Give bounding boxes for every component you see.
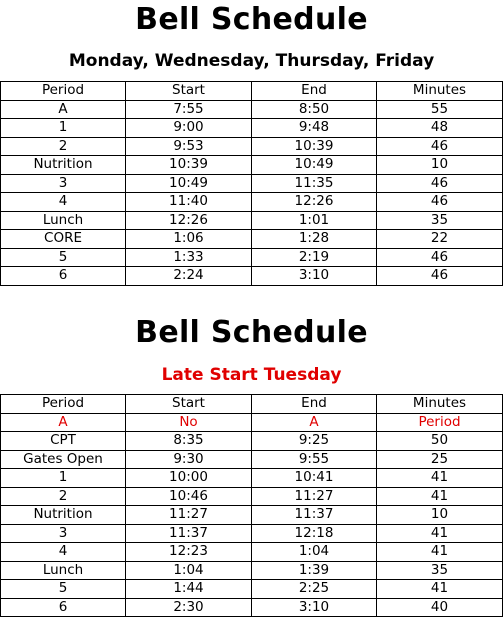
- minutes-cell: 40: [377, 598, 503, 617]
- minutes-cell: 50: [377, 432, 503, 451]
- start-cell: 2:24: [126, 267, 252, 286]
- bell-schedule-table-late-start: [0, 394, 503, 617]
- end-cell: 1:01: [252, 211, 377, 230]
- table-row: [1, 561, 503, 580]
- end-cell: 9:48: [252, 119, 377, 138]
- minutes-cell: 10: [377, 156, 503, 175]
- start-cell: 12:26: [126, 211, 252, 230]
- end-cell: 1:39: [252, 561, 377, 580]
- start-cell: 12:23: [126, 543, 252, 562]
- period-cell: 5: [1, 580, 126, 599]
- end-cell: 3:10: [252, 598, 377, 617]
- schedule-subtitle-regular: Monday, Wednesday, Thursday, Friday: [68, 51, 435, 71]
- start-cell: 10:00: [126, 469, 252, 488]
- period-cell: 6: [1, 598, 126, 617]
- table-row: [1, 174, 503, 193]
- table-row: [1, 267, 503, 286]
- note-cell: Period: [377, 413, 503, 432]
- start-cell: 10:49: [126, 174, 252, 193]
- end-cell: 10:49: [252, 156, 377, 175]
- minutes-cell: 41: [377, 487, 503, 506]
- minutes-cell: 46: [377, 137, 503, 156]
- header-end: End: [252, 82, 377, 101]
- minutes-cell: 46: [377, 267, 503, 286]
- table-row: [1, 469, 503, 488]
- minutes-cell: 46: [377, 174, 503, 193]
- table-row: [1, 230, 503, 249]
- start-cell: 11:37: [126, 524, 252, 543]
- period-cell: 1: [1, 119, 126, 138]
- period-cell: 6: [1, 267, 126, 286]
- period-cell: 2: [1, 487, 126, 506]
- start-cell: 1:33: [126, 248, 252, 267]
- minutes-cell: 41: [377, 580, 503, 599]
- period-cell: 4: [1, 193, 126, 212]
- minutes-cell: 25: [377, 450, 503, 469]
- start-cell: 10:46: [126, 487, 252, 506]
- header-minutes: Minutes: [377, 395, 503, 414]
- end-cell: 2:19: [252, 248, 377, 267]
- table-row: [1, 506, 503, 525]
- minutes-cell: 22: [377, 230, 503, 249]
- header-start: Start: [126, 82, 252, 101]
- table-row: [1, 543, 503, 562]
- period-cell: Nutrition: [1, 156, 126, 175]
- table-row: [1, 119, 503, 138]
- start-cell: 1:44: [126, 580, 252, 599]
- start-cell: 11:27: [126, 506, 252, 525]
- minutes-cell: 48: [377, 119, 503, 138]
- table-row: [1, 487, 503, 506]
- table-header-row: [1, 395, 503, 414]
- minutes-cell: 35: [377, 211, 503, 230]
- table-note-row: [1, 413, 503, 432]
- minutes-cell: 10: [377, 506, 503, 525]
- end-cell: 9:25: [252, 432, 377, 451]
- table-row: [1, 524, 503, 543]
- schedule-subtitle-late-start: Late Start Tuesday: [161, 365, 342, 385]
- end-cell: 3:10: [252, 267, 377, 286]
- table-row: [1, 137, 503, 156]
- note-cell: A: [252, 413, 377, 432]
- start-cell: 9:30: [126, 450, 252, 469]
- period-cell: 5: [1, 248, 126, 267]
- start-cell: 11:40: [126, 193, 252, 212]
- table-row: [1, 211, 503, 230]
- period-cell: CPT: [1, 432, 126, 451]
- period-cell: Lunch: [1, 561, 126, 580]
- minutes-cell: 55: [377, 100, 503, 119]
- period-cell: 3: [1, 174, 126, 193]
- header-start: Start: [126, 395, 252, 414]
- end-cell: 11:27: [252, 487, 377, 506]
- end-cell: 10:39: [252, 137, 377, 156]
- end-cell: 8:50: [252, 100, 377, 119]
- start-cell: 8:35: [126, 432, 252, 451]
- end-cell: 11:35: [252, 174, 377, 193]
- start-cell: 7:55: [126, 100, 252, 119]
- header-period: Period: [1, 395, 126, 414]
- period-cell: 3: [1, 524, 126, 543]
- table-row: [1, 450, 503, 469]
- end-cell: 12:18: [252, 524, 377, 543]
- minutes-cell: 35: [377, 561, 503, 580]
- table-row: [1, 100, 503, 119]
- start-cell: 2:30: [126, 598, 252, 617]
- note-cell: No: [126, 413, 252, 432]
- bell-schedule-table-regular: [0, 81, 503, 286]
- header-minutes: Minutes: [377, 82, 503, 101]
- end-cell: 10:41: [252, 469, 377, 488]
- end-cell: 2:25: [252, 580, 377, 599]
- period-cell: 1: [1, 469, 126, 488]
- table-row: [1, 580, 503, 599]
- minutes-cell: 41: [377, 543, 503, 562]
- period-cell: CORE: [1, 230, 126, 249]
- start-cell: 10:39: [126, 156, 252, 175]
- period-cell: 4: [1, 543, 126, 562]
- table-row: [1, 248, 503, 267]
- end-cell: 11:37: [252, 506, 377, 525]
- minutes-cell: 41: [377, 524, 503, 543]
- minutes-cell: 41: [377, 469, 503, 488]
- period-cell: Lunch: [1, 211, 126, 230]
- header-period: Period: [1, 82, 126, 101]
- period-cell: Gates Open: [1, 450, 126, 469]
- table-header-row: [1, 82, 503, 101]
- note-cell: A: [1, 413, 126, 432]
- start-cell: 9:00: [126, 119, 252, 138]
- end-cell: 12:26: [252, 193, 377, 212]
- period-cell: A: [1, 100, 126, 119]
- period-cell: 2: [1, 137, 126, 156]
- start-cell: 1:06: [126, 230, 252, 249]
- end-cell: 1:04: [252, 543, 377, 562]
- start-cell: 1:04: [126, 561, 252, 580]
- period-cell: Nutrition: [1, 506, 126, 525]
- end-cell: 1:28: [252, 230, 377, 249]
- table-row: [1, 432, 503, 451]
- minutes-cell: 46: [377, 248, 503, 267]
- schedule-title-late-start: Bell Schedule: [135, 315, 368, 350]
- table-row: [1, 193, 503, 212]
- start-cell: 9:53: [126, 137, 252, 156]
- minutes-cell: 46: [377, 193, 503, 212]
- table-row: [1, 598, 503, 617]
- schedule-title-regular: Bell Schedule: [135, 2, 368, 37]
- header-end: End: [252, 395, 377, 414]
- table-row: [1, 156, 503, 175]
- end-cell: 9:55: [252, 450, 377, 469]
